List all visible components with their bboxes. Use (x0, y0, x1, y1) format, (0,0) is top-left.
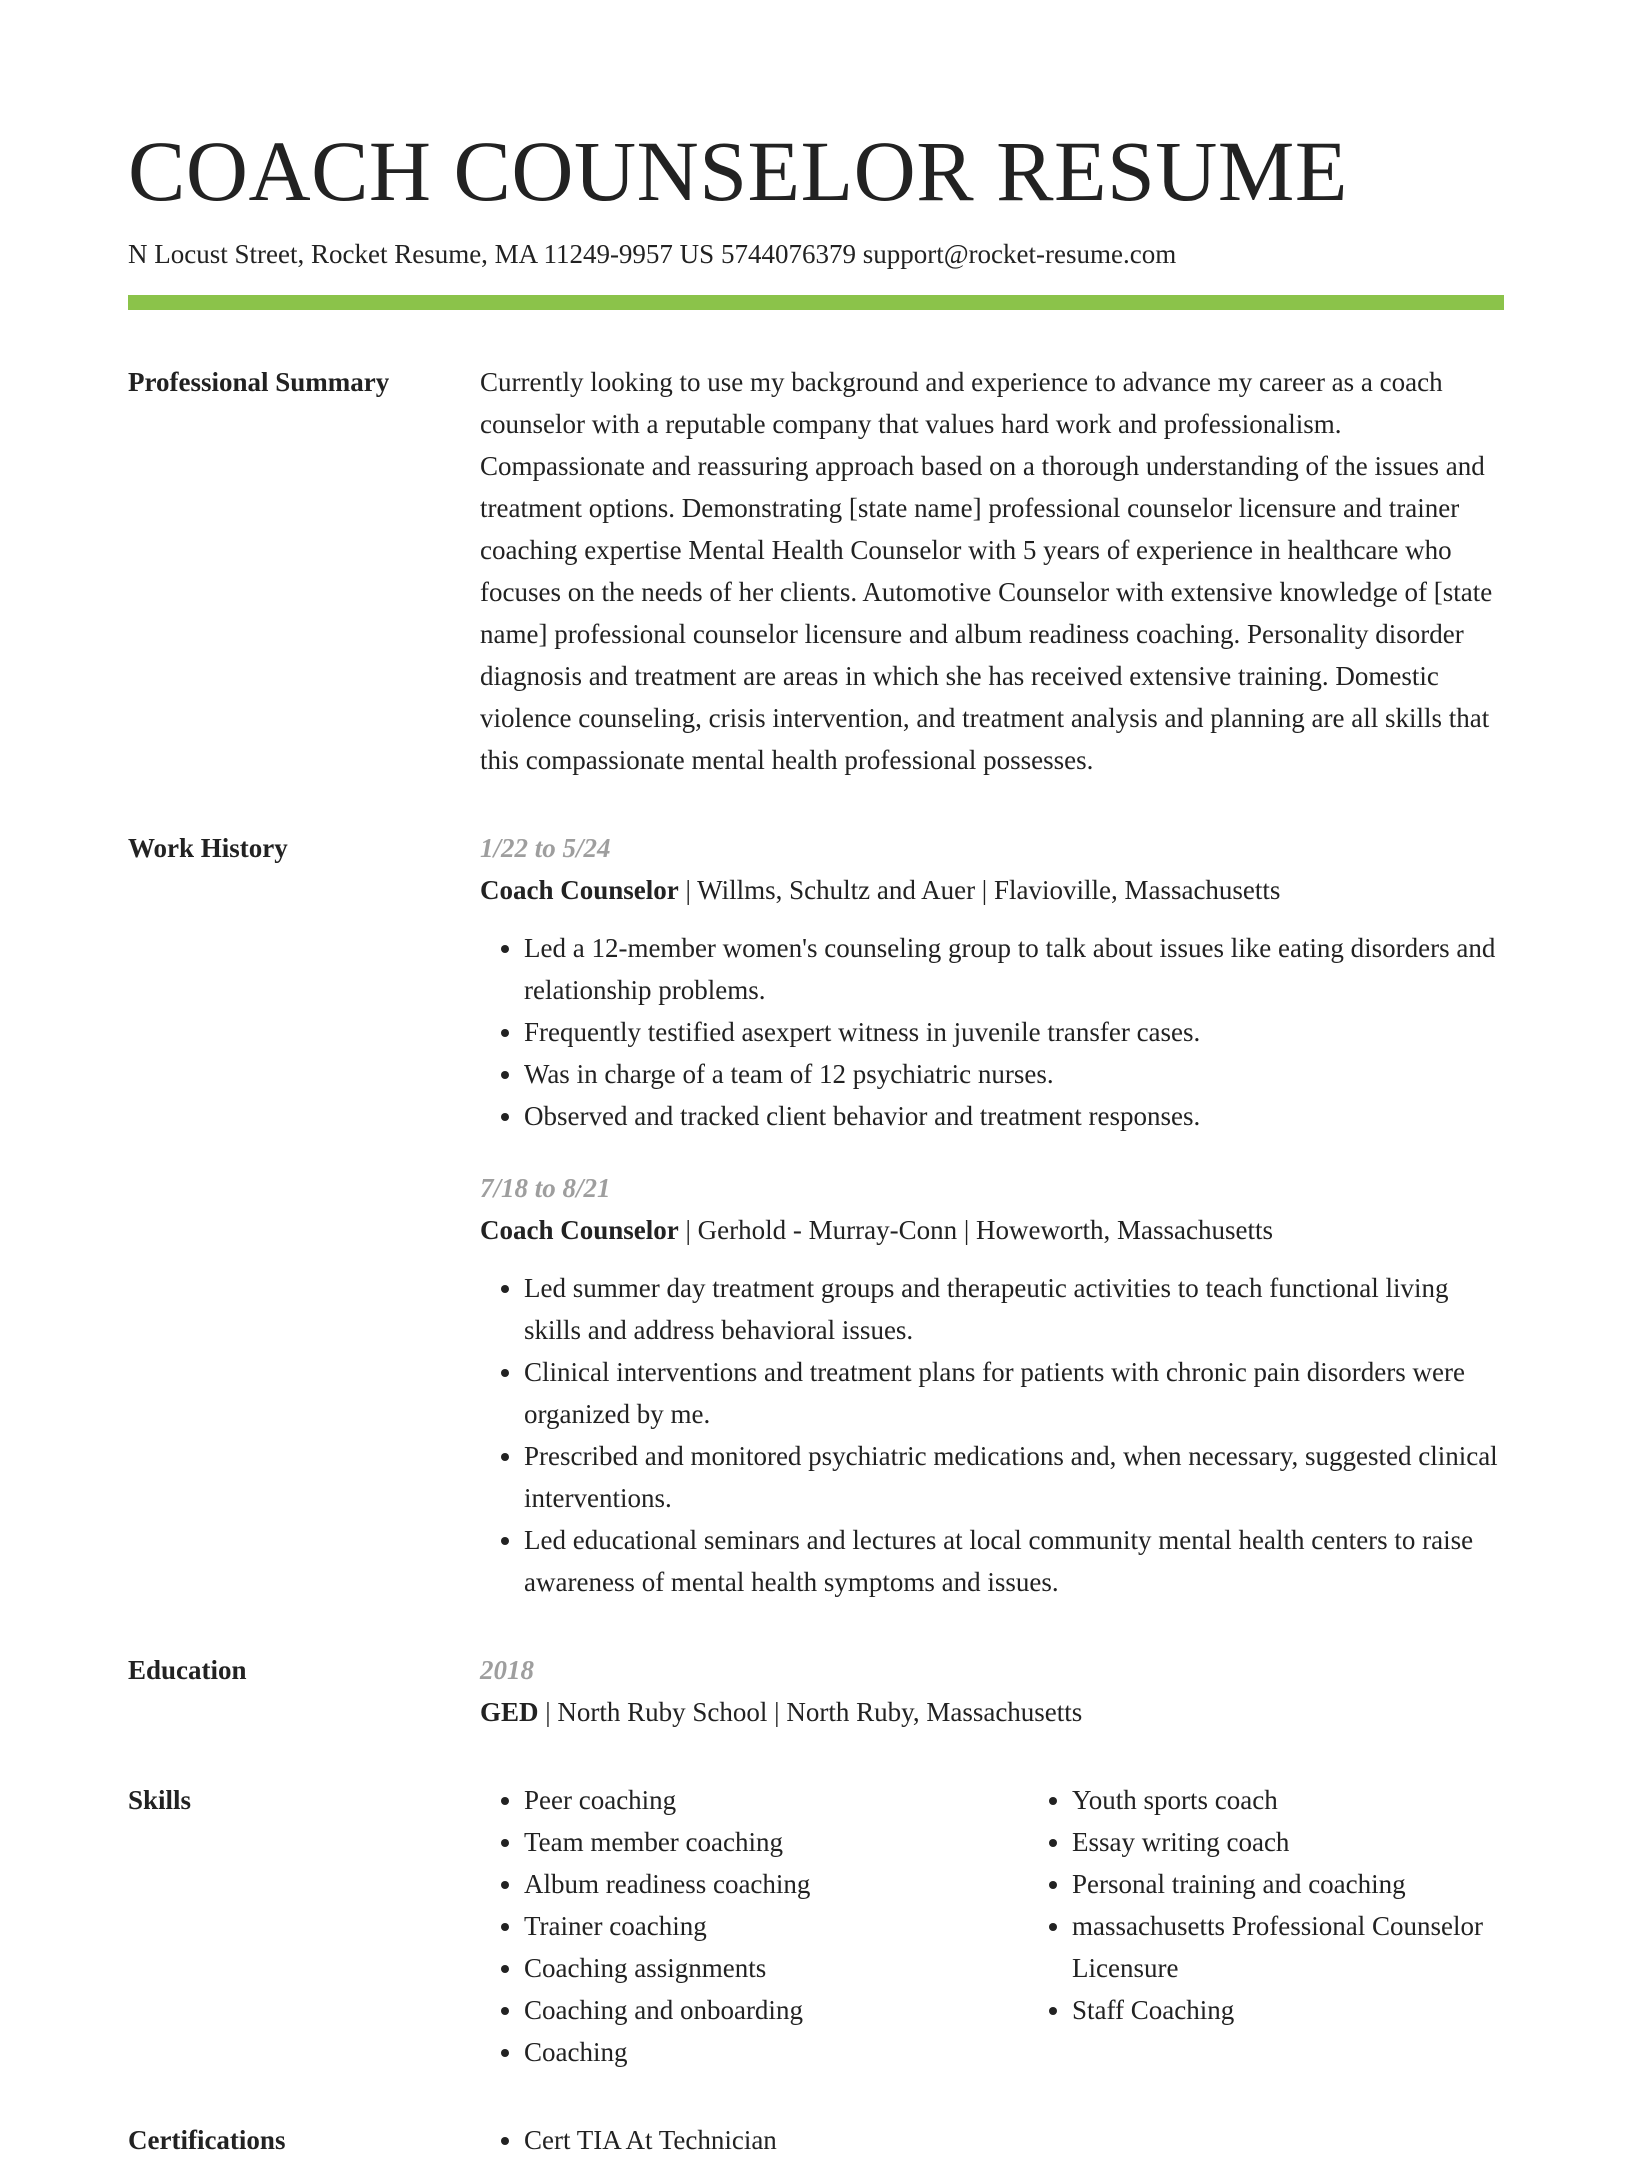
skill-item: • massachusetts Professional Counselor Licensure (1072, 1905, 1504, 1989)
section-label-summary: Professional Summary (128, 367, 390, 398)
job-bullets (480, 1267, 1504, 1603)
section-professional-summary (128, 361, 1504, 781)
job-dates: 1/22 to 5/24 (480, 833, 611, 864)
section-education (128, 1649, 1504, 1733)
resume-page (128, 0, 1504, 2161)
skill-item: • Trainer coaching (524, 1905, 1028, 1947)
skills-column-2 (1028, 1779, 1504, 2073)
job-bullet: • Clinical interventions and treatment plans for patients with chronic pain disorders were organized by me. (524, 1351, 1504, 1435)
section-label-work: Work History (128, 833, 288, 864)
job-bullet: • Observed and tracked client behavior and treatment responses. (524, 1095, 1504, 1137)
job-bullet: • Led educational seminars and lectures at local community mental health centers to raise awareness of mental health symptoms and issues. (524, 1519, 1504, 1603)
education-year: 2018 (480, 1655, 534, 1686)
job-details: | Gerhold - Murray-Conn | Howeworth, Massachusetts (678, 1215, 1273, 1246)
section-certifications (128, 2119, 1504, 2161)
section-label-certifications: Certifications (128, 2125, 286, 2156)
section-label-skills: Skills (128, 1785, 192, 1816)
certification-item: • Cert TIA At Technician (524, 2119, 1504, 2161)
header-divider (128, 295, 1504, 310)
job-bullet: • Led summer day treatment groups and therapeutic activities to teach functional living skills and address behavioral issues. (524, 1267, 1504, 1351)
job-details: | Willms, Schultz and Auer | Flavioville, Massachusetts (678, 875, 1281, 906)
section-work-history (128, 827, 1504, 1603)
job-entry (480, 1167, 1504, 1603)
skills-column-1 (480, 1779, 1028, 2073)
skill-item: • Coaching assignments (524, 1947, 1028, 1989)
job-heading (480, 869, 1504, 911)
certification-list (480, 2119, 1504, 2161)
skill-item: • Staff Coaching (1072, 1989, 1504, 2031)
skill-item: • Album readiness coaching (524, 1863, 1028, 1905)
skill-item: • Peer coaching (524, 1779, 1028, 1821)
job-title: Coach Counselor (480, 875, 679, 906)
section-skills (128, 1779, 1504, 2073)
skill-item: • Coaching (524, 2031, 1028, 2073)
skill-item: • Essay writing coach (1072, 1821, 1504, 1863)
skill-item: • Personal training and coaching (1072, 1863, 1504, 1905)
resume-title: COACH COUNSELOR RESUME (128, 123, 1348, 219)
skill-item: • Youth sports coach (1072, 1779, 1504, 1821)
job-bullet: • Prescribed and monitored psychiatric medications and, when necessary, suggested clinical interventions. (524, 1435, 1504, 1519)
education-heading (480, 1691, 1504, 1733)
education-details: | North Ruby School | North Ruby, Massachusetts (538, 1697, 1083, 1728)
contact-line: N Locust Street, Rocket Resume, MA 11249-9957 US 5744076379 support@rocket-resume.com (128, 239, 1177, 269)
education-degree: GED (480, 1697, 539, 1728)
job-bullet: • Was in charge of a team of 12 psychiatric nurses. (524, 1053, 1504, 1095)
skill-item: • Coaching and onboarding (524, 1989, 1028, 2031)
job-heading (480, 1209, 1504, 1251)
skill-item: • Team member coaching (524, 1821, 1028, 1863)
summary-text: Currently looking to use my background and experience to advance my career as a coach counselor with a reputable company that values hard work and professionalism. Compassionate and reassuring approach based on a thorough understanding of the issues and treatment options. Demonstrating [state name] professional counselor licensure and trainer coaching expertise Mental Health Counselor with 5 years of experience in healthcare who focuses on the needs of her clients. Automotive Counselor with extensive knowledge of [state name] professional counselor licensure and album readiness coaching. Personality disorder diagnosis and treatment are areas in which she has received extensive training. Domestic violence counseling, crisis intervention, and treatment analysis and planning are all skills that this compassionate mental health professional possesses. (480, 367, 1493, 776)
job-bullet: • Frequently testified asexpert witness in juvenile transfer cases. (524, 1011, 1504, 1053)
section-label-education: Education (128, 1655, 247, 1686)
job-bullets (480, 927, 1504, 1137)
job-title: Coach Counselor (480, 1215, 679, 1246)
job-dates: 7/18 to 8/21 (480, 1173, 611, 1204)
job-entry (480, 827, 1504, 1137)
job-bullet: • Led a 12-member women's counseling group to talk about issues like eating disorders and relationship problems. (524, 927, 1504, 1011)
